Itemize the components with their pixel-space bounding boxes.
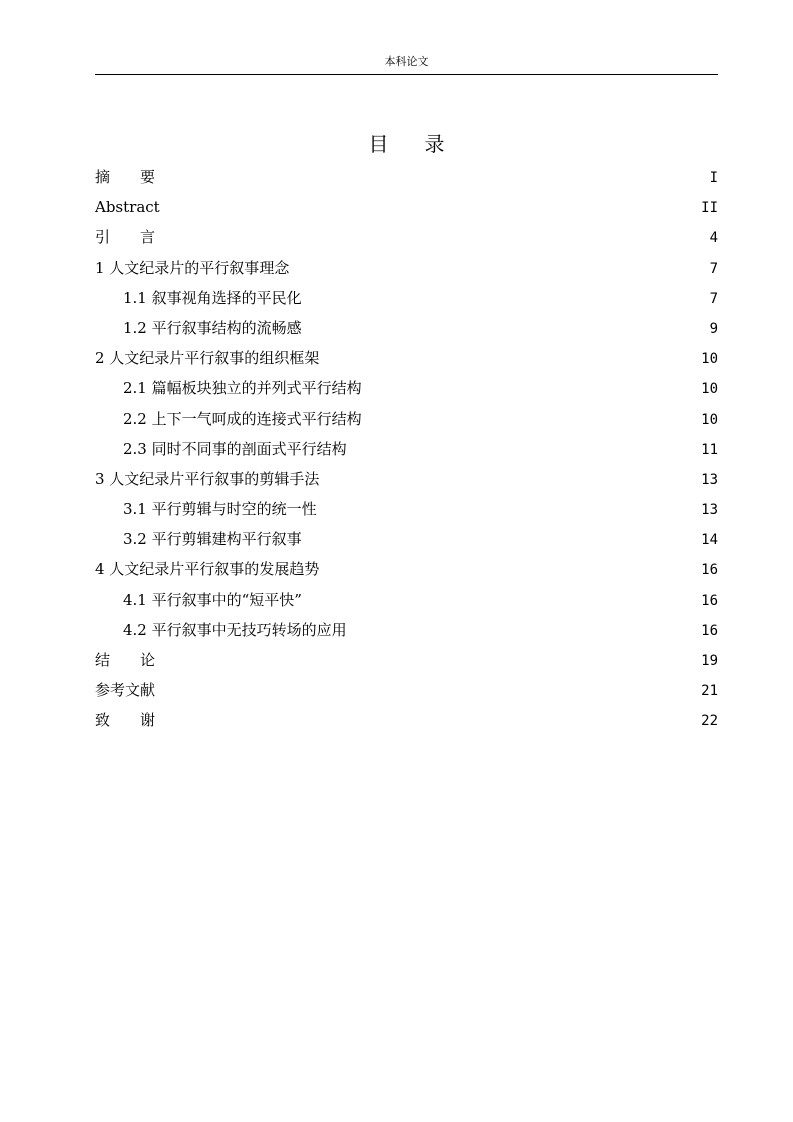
toc-entry-page-number: 9 bbox=[709, 320, 718, 337]
toc-entry-page-number: 11 bbox=[701, 441, 718, 458]
toc-entry-page-number: 10 bbox=[701, 351, 718, 368]
toc-entry-label: 摘要 bbox=[95, 168, 156, 186]
toc-entry-page-number: 14 bbox=[701, 532, 718, 549]
toc-entry-page-number: 10 bbox=[701, 381, 718, 398]
toc-entry-label: 2.3 同时不同事的剖面式平行结构 bbox=[123, 439, 347, 458]
toc-entry-page-number: 16 bbox=[701, 622, 718, 639]
toc-entry[interactable] bbox=[95, 464, 718, 494]
toc-entry-page-number: 19 bbox=[701, 653, 718, 669]
toc-entry[interactable] bbox=[95, 615, 718, 645]
toc-entry-page-number: 16 bbox=[701, 592, 718, 609]
toc-entry-label: 3 人文纪录片平行叙事的剪辑手法 bbox=[95, 469, 320, 488]
toc-entry-page-number: 16 bbox=[701, 562, 718, 579]
toc-entry-label: 4.1 平行叙事中的“短平快” bbox=[123, 590, 302, 609]
running-title: 本科论文 bbox=[384, 55, 429, 68]
toc-entry-label: 1 人文纪录片的平行叙事理念 bbox=[95, 258, 290, 277]
toc-entry-page-number: 7 bbox=[709, 290, 718, 307]
toc-entry-label: 参考文献 bbox=[95, 681, 156, 700]
toc-entry-label: 2 人文纪录片平行叙事的组织框架 bbox=[95, 349, 320, 368]
toc-entry-page-number: 10 bbox=[701, 411, 718, 428]
toc-entry[interactable] bbox=[95, 222, 718, 252]
toc-entry[interactable] bbox=[95, 645, 718, 675]
toc-entry-label: 结论 bbox=[95, 651, 156, 669]
toc-entry-label: 3.1 平行剪辑与时空的统一性 bbox=[123, 500, 317, 519]
toc-entry-page-number: 4 bbox=[709, 230, 718, 247]
toc-entry-label: 3.2 平行剪辑建构平行叙事 bbox=[123, 530, 302, 549]
page-header bbox=[95, 55, 718, 75]
toc-entry[interactable] bbox=[95, 524, 718, 554]
toc-entry-label: 引言 bbox=[95, 228, 156, 247]
toc-entry[interactable] bbox=[95, 162, 718, 192]
toc-entry[interactable] bbox=[95, 283, 718, 313]
toc-entry[interactable] bbox=[95, 343, 718, 373]
toc-entry[interactable] bbox=[95, 434, 718, 464]
toc-title: 目录 bbox=[368, 132, 481, 156]
toc-entry[interactable] bbox=[95, 253, 718, 283]
toc-entry[interactable] bbox=[95, 192, 718, 222]
toc-entry-label: 1.1 叙事视角选择的平民化 bbox=[123, 288, 302, 307]
toc-entry-page-number: 13 bbox=[701, 502, 718, 519]
toc-entry[interactable] bbox=[95, 373, 718, 403]
toc-entry-page-number: I bbox=[709, 170, 718, 186]
toc-entry[interactable] bbox=[95, 404, 718, 434]
toc-entry-label: 4.2 平行叙事中无技巧转场的应用 bbox=[123, 620, 347, 639]
toc-entry-label: 2.2 上下一气呵成的连接式平行结构 bbox=[123, 409, 362, 428]
toc-entry-page-number: 13 bbox=[701, 471, 718, 488]
toc-entry[interactable] bbox=[95, 313, 718, 343]
toc-entry-label: 2.1 篇幅板块独立的并列式平行结构 bbox=[123, 379, 362, 398]
toc-entry[interactable] bbox=[95, 585, 718, 615]
toc-entry-page-number: 21 bbox=[701, 683, 718, 700]
toc-entry-page-number: 7 bbox=[709, 260, 718, 277]
toc-entry-label: Abstract bbox=[95, 198, 160, 217]
toc-entry-page-number: 22 bbox=[701, 713, 718, 730]
toc-entry[interactable] bbox=[95, 554, 718, 584]
toc-entry[interactable] bbox=[95, 705, 718, 735]
toc-entry-label: 致谢 bbox=[95, 711, 156, 730]
toc-entry[interactable] bbox=[95, 675, 718, 705]
table-of-contents bbox=[95, 162, 718, 736]
toc-entry-page-number: II bbox=[701, 200, 718, 217]
toc-entry-label: 1.2 平行叙事结构的流畅感 bbox=[123, 318, 302, 337]
toc-entry[interactable] bbox=[95, 494, 718, 524]
toc-entry-label: 4 人文纪录片平行叙事的发展趋势 bbox=[95, 560, 320, 579]
